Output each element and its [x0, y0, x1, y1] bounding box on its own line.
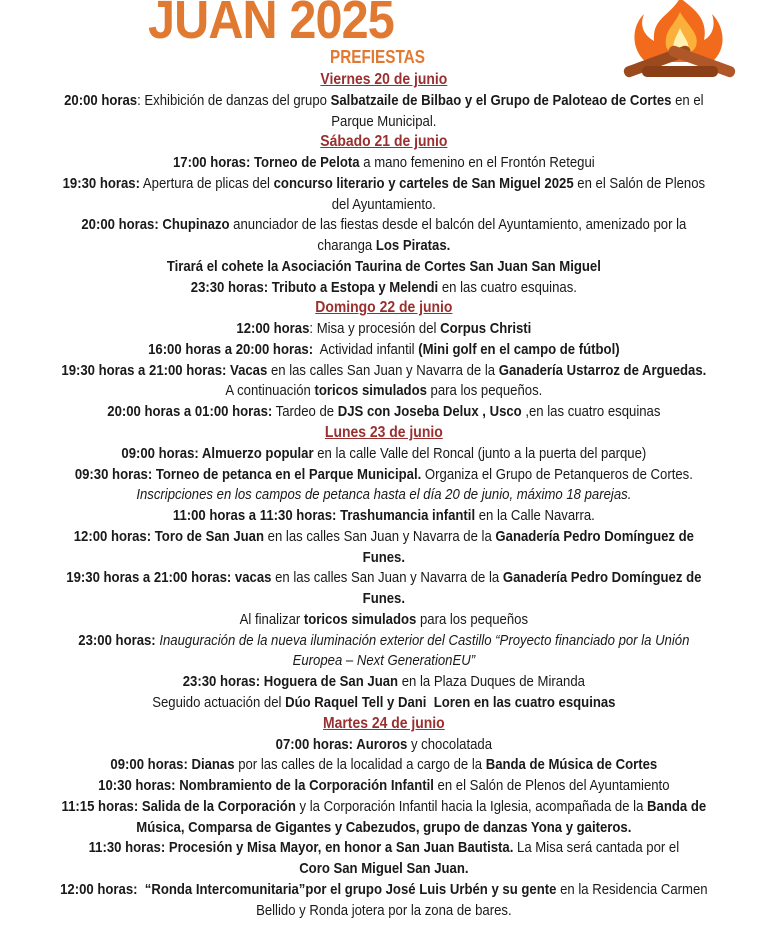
program-line: [0, 174, 768, 195]
day-heading: [0, 298, 768, 319]
text: y la Corporación Infantil hacia la Iglesia, acompañada de la: [295, 798, 648, 815]
program-line: [0, 838, 768, 859]
program-line: [0, 880, 768, 901]
bold-text: concurso literario y carteles de San Miguel 2025: [273, 175, 574, 192]
text: del Ayuntamiento.: [331, 196, 436, 213]
bold-text: Ganadería Ustarroz de Arguedas.: [498, 362, 707, 379]
program-line: [0, 465, 768, 486]
text: A continuación: [225, 383, 315, 400]
text: y chocolatada: [407, 736, 493, 753]
program-line: [0, 257, 768, 278]
program-line: [0, 361, 768, 382]
program-line: [0, 797, 768, 818]
bold-text: Música, Comparsa de Gigantes y Cabezudos, grupo de danzas Yona y gaiteros.: [136, 819, 632, 836]
text: Organiza el Grupo de Petanqueros de Cortes.: [421, 466, 693, 483]
bold-text: Salbatzaile de Bilbao y el Grupo de Paloteao de Cortes: [330, 92, 672, 109]
bold-text: Corpus Christi: [440, 321, 532, 338]
program-line: [0, 340, 768, 361]
bold-text: Funes.: [362, 591, 406, 608]
text: Europea – Next GenerationEU”: [292, 653, 476, 670]
program-line: [0, 693, 768, 714]
bold-text: 11:30 horas: Procesión y Misa Mayor, en honor a San Juan Bautista.: [88, 840, 514, 857]
text: Sábado 21 de junio: [320, 133, 448, 151]
program-line: [0, 319, 768, 340]
bold-text: 11:15 horas: Salida de la Corporación: [61, 798, 296, 815]
text: en la calle Valle del Roncal (junto a la puerta del parque): [313, 445, 647, 462]
text: Actividad infantil: [313, 341, 419, 358]
bold-text: 17:00 horas: Torneo de Pelota: [172, 155, 360, 172]
program-line: [0, 859, 768, 880]
bold-text: 16:00 horas a 20:00 horas:: [148, 341, 314, 358]
program-line: [0, 91, 768, 112]
program-line: [0, 215, 768, 236]
text: Lunes 23 de junio: [324, 424, 443, 442]
day-heading: [0, 132, 768, 153]
bold-text: 23:30 horas: Tributo a Estopa y Melendi: [190, 279, 439, 296]
text: La Misa será cantada por el: [513, 840, 680, 857]
bold-text: Banda de Música de Cortes: [485, 757, 658, 774]
program-line: [0, 651, 768, 672]
program-line: [0, 236, 768, 257]
program-line: [0, 568, 768, 589]
bold-text: 19:30 horas a 21:00 horas: vacas: [66, 570, 272, 587]
bold-text: 19:30 horas a 21:00 horas: Vacas: [61, 362, 268, 379]
bold-text: 09:30 horas: Torneo de petanca en el Parque Municipal.: [74, 466, 422, 483]
text: para los pequeños.: [426, 383, 543, 400]
text: en las cuatro esquinas.: [438, 279, 577, 296]
text: para los pequeños: [416, 611, 529, 628]
text: en el Salón de Plenos: [573, 175, 706, 192]
day-heading: [0, 70, 768, 91]
text: en la Residencia Carmen: [556, 881, 708, 898]
bold-text: 09:00 horas: Almuerzo popular: [121, 445, 314, 462]
program-line: [0, 112, 768, 133]
bold-text: 11:00 horas a 11:30 horas: Trashumancia infantil: [172, 508, 476, 525]
program-line: [0, 195, 768, 216]
day-heading: [0, 423, 768, 444]
text: en la Plaza Duques de Miranda: [398, 674, 585, 691]
program-line: [0, 755, 768, 776]
text: Al finalizar: [239, 611, 304, 628]
text: en el: [671, 92, 704, 109]
program-line: [0, 278, 768, 299]
bold-text: 12:00 horas: Toro de San Juan: [73, 528, 264, 545]
bold-text: Ganadería Pedro Domínguez de: [495, 528, 694, 545]
bold-text: Los Piratas.: [375, 238, 451, 255]
bold-text: 12:00 horas: [236, 321, 310, 338]
text: Domingo 22 de junio: [315, 299, 453, 317]
text: en las calles San Juan y Navarra de la: [267, 362, 499, 379]
bold-text: Funes.: [362, 549, 406, 566]
bold-text: 23:00 horas:: [78, 632, 156, 649]
bold-text: toricos simulados: [303, 611, 417, 628]
text: charanga: [317, 238, 376, 255]
bold-text: Coro San Miguel San Juan.: [299, 861, 469, 878]
bold-text: Dúo Raquel Tell y Dani Loren en las cuatro esquinas: [285, 694, 616, 711]
text: anunciador de las fiestas desde el balcón del Ayuntamiento, amenizado por la: [229, 217, 687, 234]
text: por las calles de la localidad a cargo de la: [234, 757, 486, 774]
program-line: [0, 589, 768, 610]
text: en las calles San Juan y Navarra de la: [263, 528, 496, 545]
bold-text: (Mini golf en el campo de fútbol): [418, 341, 620, 358]
text: Seguido actuación del: [152, 694, 286, 711]
text: Bellido y Ronda jotera por la zona de bares.: [256, 902, 512, 919]
bold-text: 19:30 horas:: [62, 175, 140, 192]
bold-text: 12:00 horas: “Ronda Intercomunitaria”por el grupo José Luis Urbén y su gente: [60, 881, 557, 898]
bold-text: 20:00 horas a 01:00 horas:: [107, 404, 273, 421]
text: Tardeo de: [272, 404, 338, 421]
bold-text: 20:00 horas: Chupinazo: [81, 217, 230, 234]
text: a mano femenino en el Frontón Retegui: [359, 155, 595, 172]
program-line: [0, 485, 768, 506]
program-line: [0, 381, 768, 402]
program-line: [0, 527, 768, 548]
program-line: [0, 506, 768, 527]
poster-subtitle: PREFIESTAS: [330, 47, 425, 67]
text: en el Salón de Plenos del Ayuntamiento: [433, 778, 670, 795]
bold-text: 23:30 horas: Hoguera de San Juan: [182, 674, 399, 691]
poster-title: JUAN 2025: [148, 0, 394, 50]
program-line: [0, 901, 768, 922]
bold-text: 09:00 horas: Dianas: [110, 757, 235, 774]
program-line: [0, 818, 768, 839]
bold-text: 07:00 horas: Auroros: [275, 736, 408, 753]
program-line: [0, 672, 768, 693]
bold-text: DJS con Joseba Delux , Usco: [337, 404, 522, 421]
text: Inauguración de la nueva iluminación exterior del Castillo “Proyecto financiado por la Unión: [155, 632, 690, 649]
bold-text: Tirará el cohete la Asociación Taurina de Cortes San Juan San Miguel: [166, 258, 601, 275]
bold-text: toricos simulados: [314, 383, 427, 400]
program-line: [0, 610, 768, 631]
text: : Misa y procesión del: [309, 321, 441, 338]
bold-text: 20:00 horas: [64, 92, 138, 109]
day-heading: [0, 714, 768, 735]
program-line: [0, 444, 768, 465]
program-line: [0, 631, 768, 652]
program-list: [0, 70, 768, 921]
program-line: [0, 735, 768, 756]
bold-text: Ganadería Pedro Domínguez de: [502, 570, 702, 587]
text: Parque Municipal.: [331, 113, 437, 130]
bold-text: 10:30 horas: Nombramiento de la Corporación Infantil: [98, 778, 434, 795]
program-line: [0, 402, 768, 423]
text: Martes 24 de junio: [322, 714, 445, 732]
text: en las calles San Juan y Navarra de la: [271, 570, 503, 587]
bold-text: Banda de: [647, 798, 707, 815]
text: Inscripciones en los campos de petanca hasta el día 20 de junio, máximo 18 parejas.: [136, 487, 632, 504]
text: : Exhibición de danzas del grupo: [137, 92, 331, 109]
program-line: [0, 153, 768, 174]
text: Viernes 20 de junio: [320, 71, 448, 88]
text: en la Calle Navarra.: [475, 508, 595, 525]
text: ,en las cuatro esquinas: [521, 404, 661, 421]
text: Apertura de plicas del: [139, 175, 274, 192]
program-line: [0, 548, 768, 569]
program-line: [0, 776, 768, 797]
